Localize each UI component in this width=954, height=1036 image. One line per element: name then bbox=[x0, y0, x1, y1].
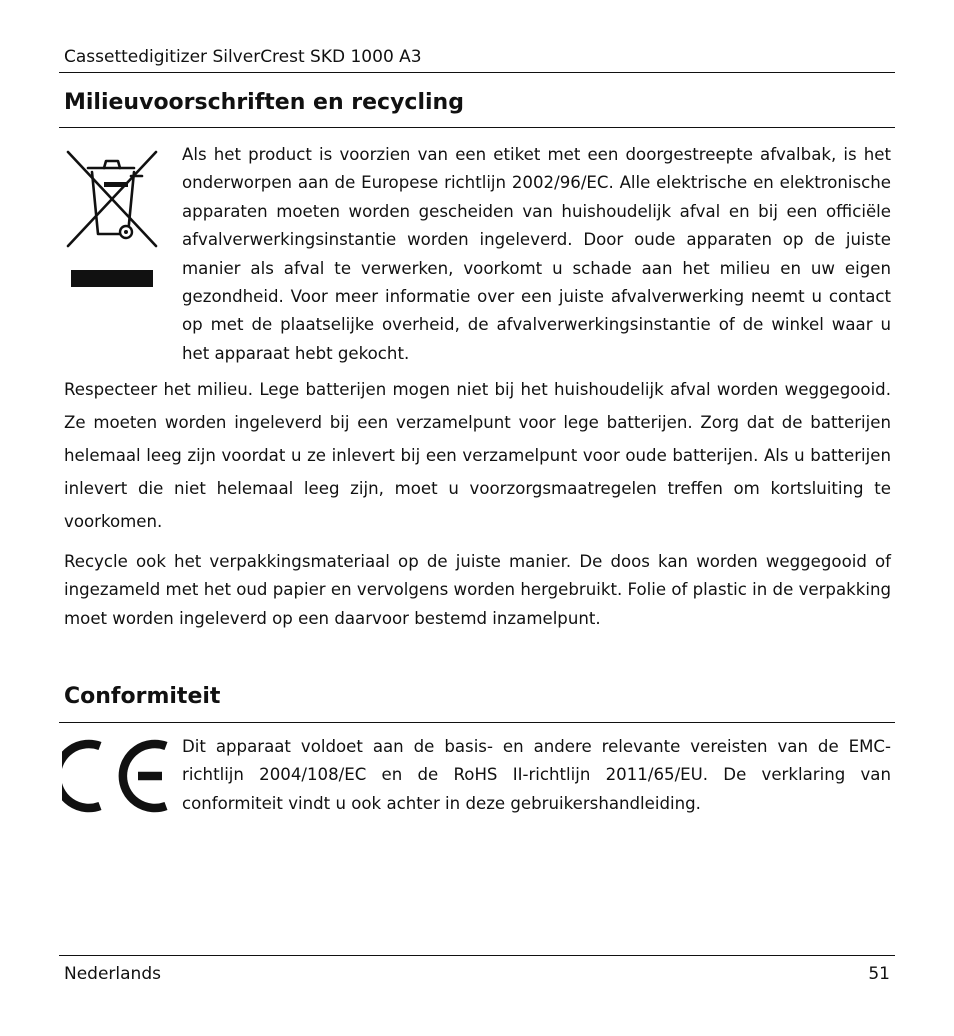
page-number: 51 bbox=[868, 964, 890, 984]
section-title-conformity: Conformiteit bbox=[64, 684, 221, 709]
footer-language: Nederlands bbox=[64, 964, 161, 984]
section-rule-conformity bbox=[59, 722, 895, 723]
page-header: Cassettedigitizer SilverCrest SKD 1000 A3 bbox=[64, 47, 422, 67]
section-rule-recycling bbox=[59, 127, 895, 128]
footer-rule bbox=[59, 955, 895, 956]
header-rule bbox=[59, 72, 895, 73]
packaging-recycling-text: Recycle ook het verpakkingsmateriaal op de juiste manier. De doos kan worden weggegooid of ingezameld met het oud papier en vervolgens worden hergebruikt. Folie of plastic in de verpakking moet worden ingeleverd op een daarvoor bestemd inzamelpunt. bbox=[64, 552, 891, 628]
battery-disposal-text: Respecteer het milieu. Lege batterijen mogen niet bij het huishoudelijk afval worden weggegooid. Ze moeten worden ingeleverd bij een verzamelpunt voor lege batterijen. Zorg dat de batterijen helemaal leeg zijn voordat u ze inlevert bij een verzamelpunt voor oude batterijen. Als u batterijen inlevert die niet helemaal leeg zijn, moet u voorzorgsmaatregelen treffen om kortsluiting te voorkomen. bbox=[64, 380, 891, 531]
conformity-text: Dit apparaat voldoet aan de basis- en andere relevante vereisten van de EMC-richtlijn 2004/108/EC en de RoHS II-richtlijn 2011/65/EU. De verklaring van conformiteit vindt u ook achter in deze gebruikershandleiding. bbox=[182, 737, 891, 813]
crossed-out-wheelie-bin-icon bbox=[64, 146, 160, 292]
recycling-intro-text: Als het product is voorzien van een etiket met een doorgestreepte afvalbak, is het onderworpen aan de Europese richtlijn 2002/96/EC. Alle elektrische en elektronische apparaten moeten worden gescheiden van huishoudelijk afval en bij een officiële afvalverwerkingsinstantie worden ingeleverd. Door oude apparaten op de juiste manier als afval te verwerken, voorkomt u schade aan het milieu en uw eigen gezondheid. Voor meer informatie over een juiste afvalverwerking neemt u contact op met de plaatselijke overheid, de afvalverwerkingsinstantie of de winkel waar u het apparaat hebt gekocht. bbox=[182, 145, 891, 363]
ce-mark-icon bbox=[62, 738, 172, 814]
section-title-recycling: Milieuvoorschriften en recycling bbox=[64, 90, 464, 115]
